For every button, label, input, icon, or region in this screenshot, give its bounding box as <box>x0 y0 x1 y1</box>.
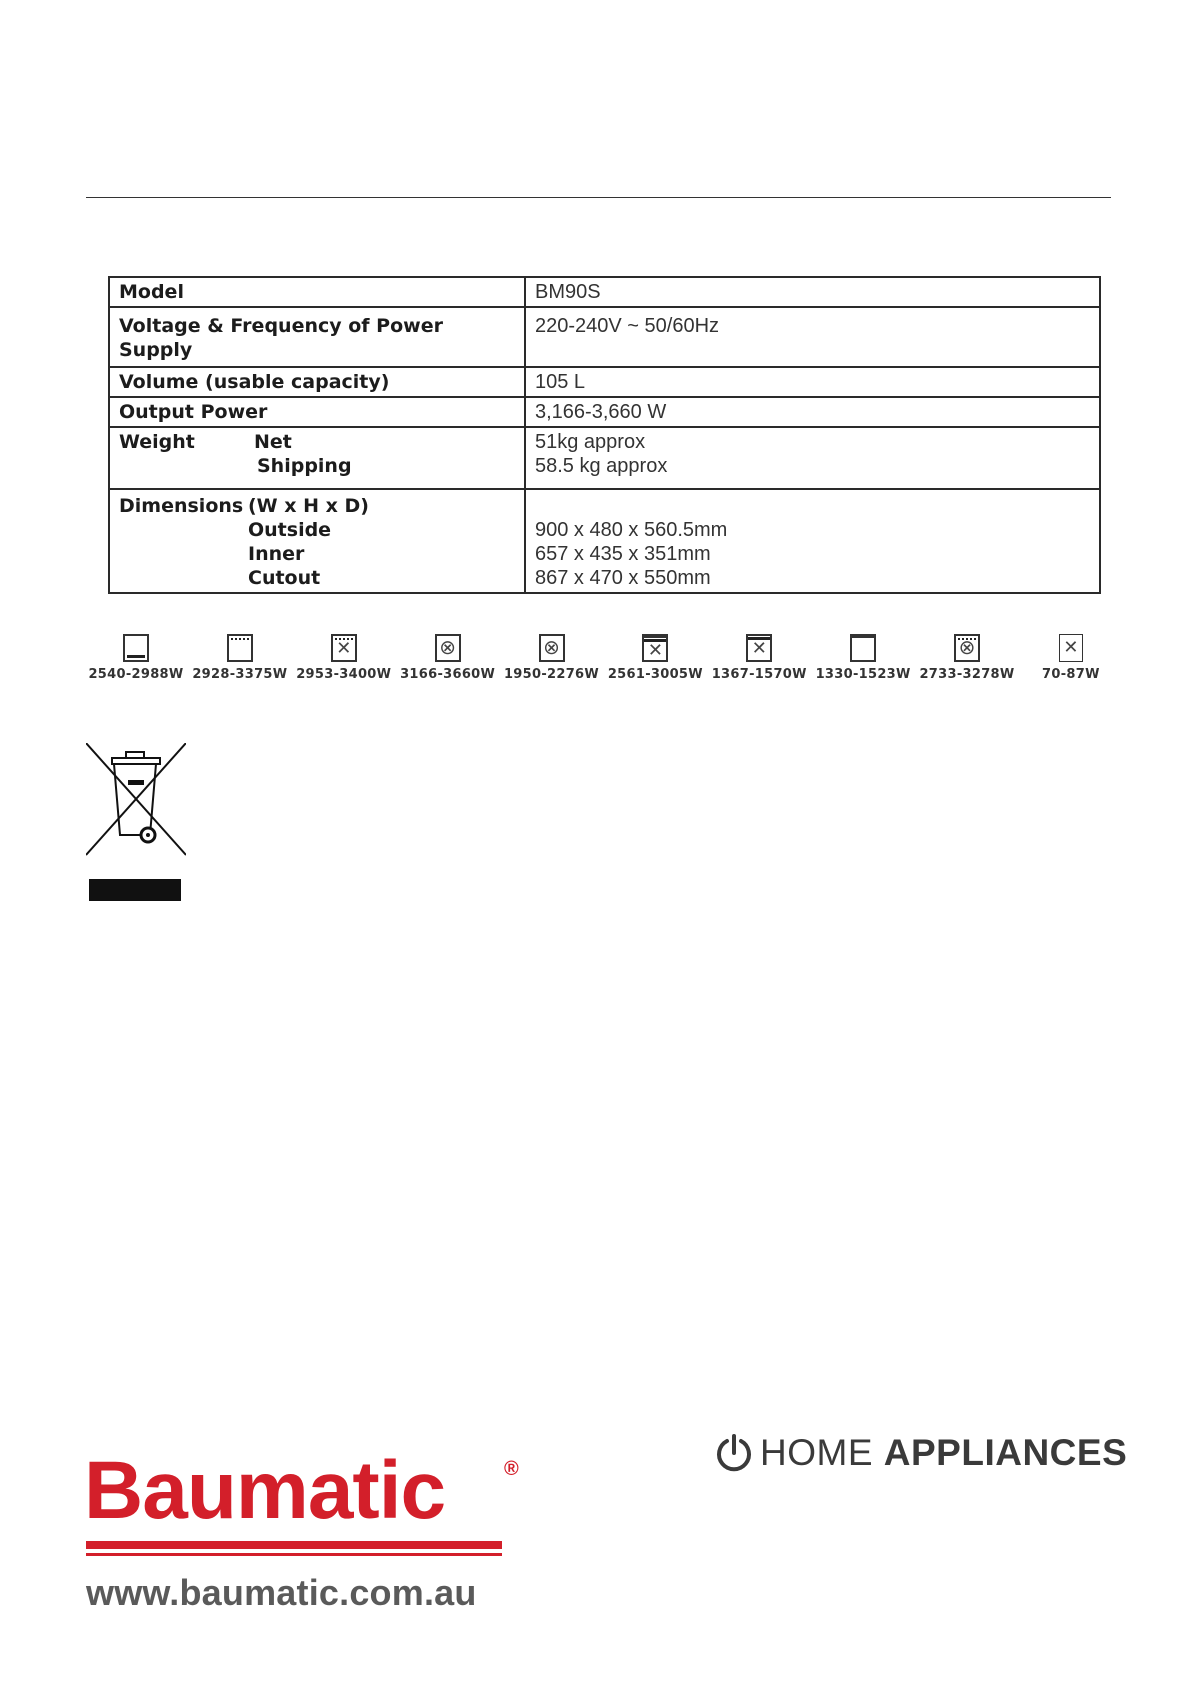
fan-ring-icon <box>435 634 461 662</box>
conventional-icon <box>850 634 876 662</box>
function-item <box>1021 634 1121 682</box>
fan-circle-icon <box>539 634 565 662</box>
voltage-value: 220-240V ~ 50/60Hz <box>525 307 1100 367</box>
function-item <box>709 634 809 682</box>
baumatic-logo[interactable] <box>84 1445 519 1536</box>
logo-underline <box>86 1541 502 1549</box>
function-item <box>86 634 186 682</box>
inner-value: 657 x 435 x 351mm <box>535 543 711 565</box>
function-item <box>917 634 1017 682</box>
weight-cell <box>109 427 525 489</box>
function-power: 2733-3278W <box>919 667 1015 682</box>
function-item <box>813 634 913 682</box>
function-power: 2928-3375W <box>192 667 288 682</box>
table-row <box>109 307 1100 367</box>
cutout-value: 867 x 470 x 550mm <box>535 567 711 589</box>
weight-shipping-label: Shipping <box>257 455 352 477</box>
logo-underline-thin <box>86 1553 502 1556</box>
top-heat-icon <box>227 634 253 662</box>
volume-label: Volume (usable capacity) <box>109 367 525 397</box>
dimensions-label: Dimensions <box>119 495 244 517</box>
table-row <box>109 277 1100 307</box>
function-power: 2561-3005W <box>607 667 703 682</box>
function-item <box>502 634 602 682</box>
weight-net-value: 51kg approx <box>535 431 646 453</box>
inner-label: Inner <box>248 543 305 565</box>
dimensions-cell <box>109 489 525 593</box>
website-link[interactable]: www.baumatic.com.au <box>86 1572 477 1613</box>
home-text: HOME <box>760 1432 884 1473</box>
fan-top-bottom-icon <box>642 634 668 662</box>
model-value: BM90S <box>525 277 1100 307</box>
function-item <box>190 634 290 682</box>
fan-grill-top-icon <box>954 634 980 662</box>
function-item <box>294 634 394 682</box>
function-power: 3166-3660W <box>400 667 496 682</box>
logo-wordmark: Baumatic <box>84 1445 446 1536</box>
bottom-heat-icon <box>123 634 149 662</box>
function-item <box>605 634 705 682</box>
table-row <box>109 427 1100 489</box>
appliances-text: APPLIANCES <box>883 1432 1128 1473</box>
function-power: 70-87W <box>1042 667 1100 682</box>
function-power: 1330-1523W <box>815 667 911 682</box>
function-power: 2540-2988W <box>88 667 184 682</box>
header-rule <box>86 197 1111 198</box>
oven-functions-row <box>86 634 1121 682</box>
weight-values <box>525 427 1100 489</box>
weight-shipping-value: 58.5 kg approx <box>535 455 668 477</box>
weight-shipping-line <box>119 454 514 478</box>
weight-net-label: Net <box>254 431 292 453</box>
dimensions-unit: (W x H x D) <box>248 495 369 517</box>
home-appliances-badge <box>714 1432 1127 1474</box>
fan-bottom-icon <box>746 634 772 662</box>
weee-crossed-bin-icon <box>86 743 186 901</box>
fan-grill-icon <box>331 634 357 662</box>
home-appliances-text <box>760 1432 1127 1474</box>
power-icon <box>714 1433 754 1473</box>
table-row <box>109 367 1100 397</box>
table-row <box>109 397 1100 427</box>
table-row <box>109 489 1100 593</box>
cutout-label: Cutout <box>248 567 321 589</box>
dimensions-values <box>525 489 1100 593</box>
voltage-label: Voltage & Frequency of Power Supply <box>109 307 525 367</box>
output-power-label: Output Power <box>109 397 525 427</box>
model-label: Model <box>109 277 525 307</box>
defrost-icon <box>1059 634 1083 662</box>
outside-value: 900 x 480 x 560.5mm <box>535 519 728 541</box>
volume-value: 105 L <box>525 367 1100 397</box>
function-power: 1950-2276W <box>503 667 600 682</box>
registered-mark: ® <box>504 1458 519 1480</box>
dimensions-heading <box>119 494 514 518</box>
weight-net-line <box>119 430 514 454</box>
function-power: 1367-1570W <box>711 667 807 682</box>
function-item <box>398 634 498 682</box>
function-power: 2953-3400W <box>296 667 392 682</box>
outside-label: Outside <box>248 519 332 541</box>
output-power-value: 3,166-3,660 W <box>525 397 1100 427</box>
weight-label: Weight <box>119 431 195 453</box>
specification-table <box>108 276 1101 594</box>
